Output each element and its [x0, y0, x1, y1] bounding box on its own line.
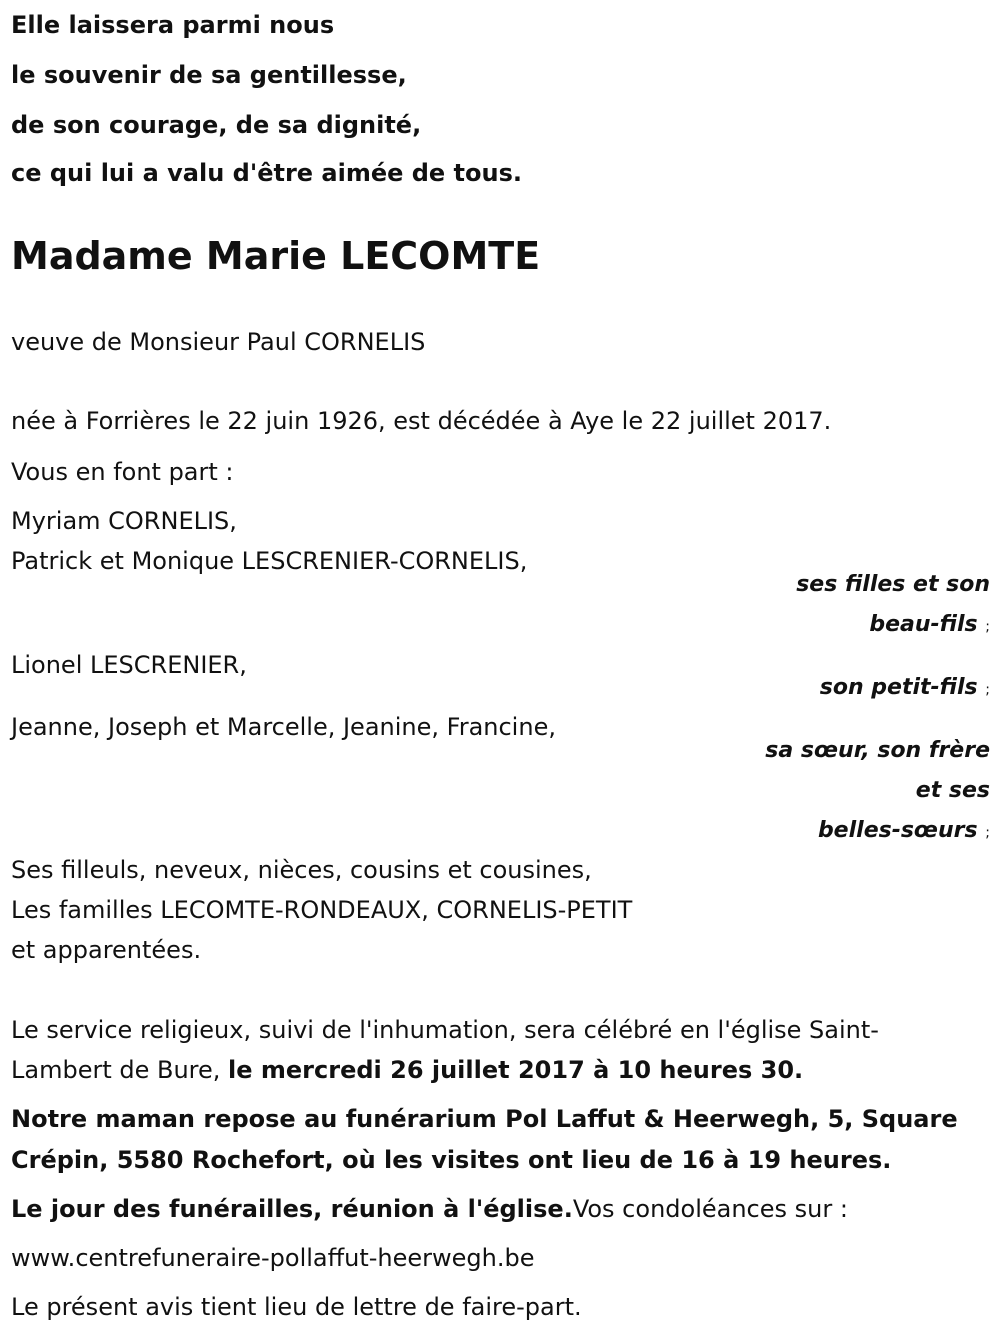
daughter-line-2: Patrick et Monique LESCRENIER-CORNELIS,: [11, 547, 528, 575]
funeral-home-line-1: Notre maman repose au funérarium Pol Laffut & Heerwegh, 5, Square: [11, 1105, 958, 1133]
siblings: Jeanne, Joseph et Marcelle, Jeanine, Francine,: [11, 713, 556, 741]
grandson: Lionel LESCRENIER,: [11, 651, 247, 679]
daughter-line-1: Myriam CORNELIS,: [11, 507, 237, 535]
daughters-role-2: beau-fils ;: [869, 612, 990, 637]
poem-line-2: le souvenir de sa gentillesse,: [11, 61, 407, 89]
announce: Vous en font part :: [11, 458, 234, 486]
birth-death: née à Forrières le 22 juin 1926, est décédée à Aye le 22 juillet 2017.: [11, 407, 832, 435]
others-line-3: et apparentées.: [11, 936, 202, 964]
closing-note: Le présent avis tient lieu de lettre de faire-part.: [11, 1293, 582, 1321]
poem-line-1: Elle laissera parmi nous: [11, 11, 335, 39]
service-line-1: Le service religieux, suivi de l'inhumation, sera célébré en l'église Saint-: [11, 1016, 879, 1044]
widow-of: veuve de Monsieur Paul CORNELIS: [11, 328, 426, 356]
daughters-role-1: ses filles et son: [796, 572, 990, 597]
poem-line-4: ce qui lui a valu d'être aimée de tous.: [11, 159, 523, 187]
funeral-home-line-2: Crépin, 5580 Rochefort, où les visites ont lieu de 16 à 19 heures.: [11, 1146, 892, 1174]
grandson-role: son petit-fils ;: [819, 675, 990, 700]
siblings-role-3: belles-sœurs ;: [817, 818, 990, 843]
others-line-2: Les familles LECOMTE-RONDEAUX, CORNELIS-PETIT: [11, 896, 633, 924]
siblings-role-2: et ses: [915, 778, 990, 803]
poem-line-3: de son courage, de sa dignité,: [11, 111, 422, 139]
website: www.centrefuneraire-pollaffut-heerwegh.be: [11, 1244, 535, 1272]
deceased-name: Madame Marie LECOMTE: [11, 234, 541, 278]
siblings-role-1: sa sœur, son frère: [765, 738, 990, 763]
meeting-line: Le jour des funérailles, réunion à l'église.Vos condoléances sur :: [11, 1195, 848, 1223]
service-line-2: Lambert de Bure, le mercredi 26 juillet 2017 à 10 heures 30.: [11, 1056, 804, 1084]
others-line-1: Ses filleuls, neveux, nièces, cousins et cousines,: [11, 856, 592, 884]
